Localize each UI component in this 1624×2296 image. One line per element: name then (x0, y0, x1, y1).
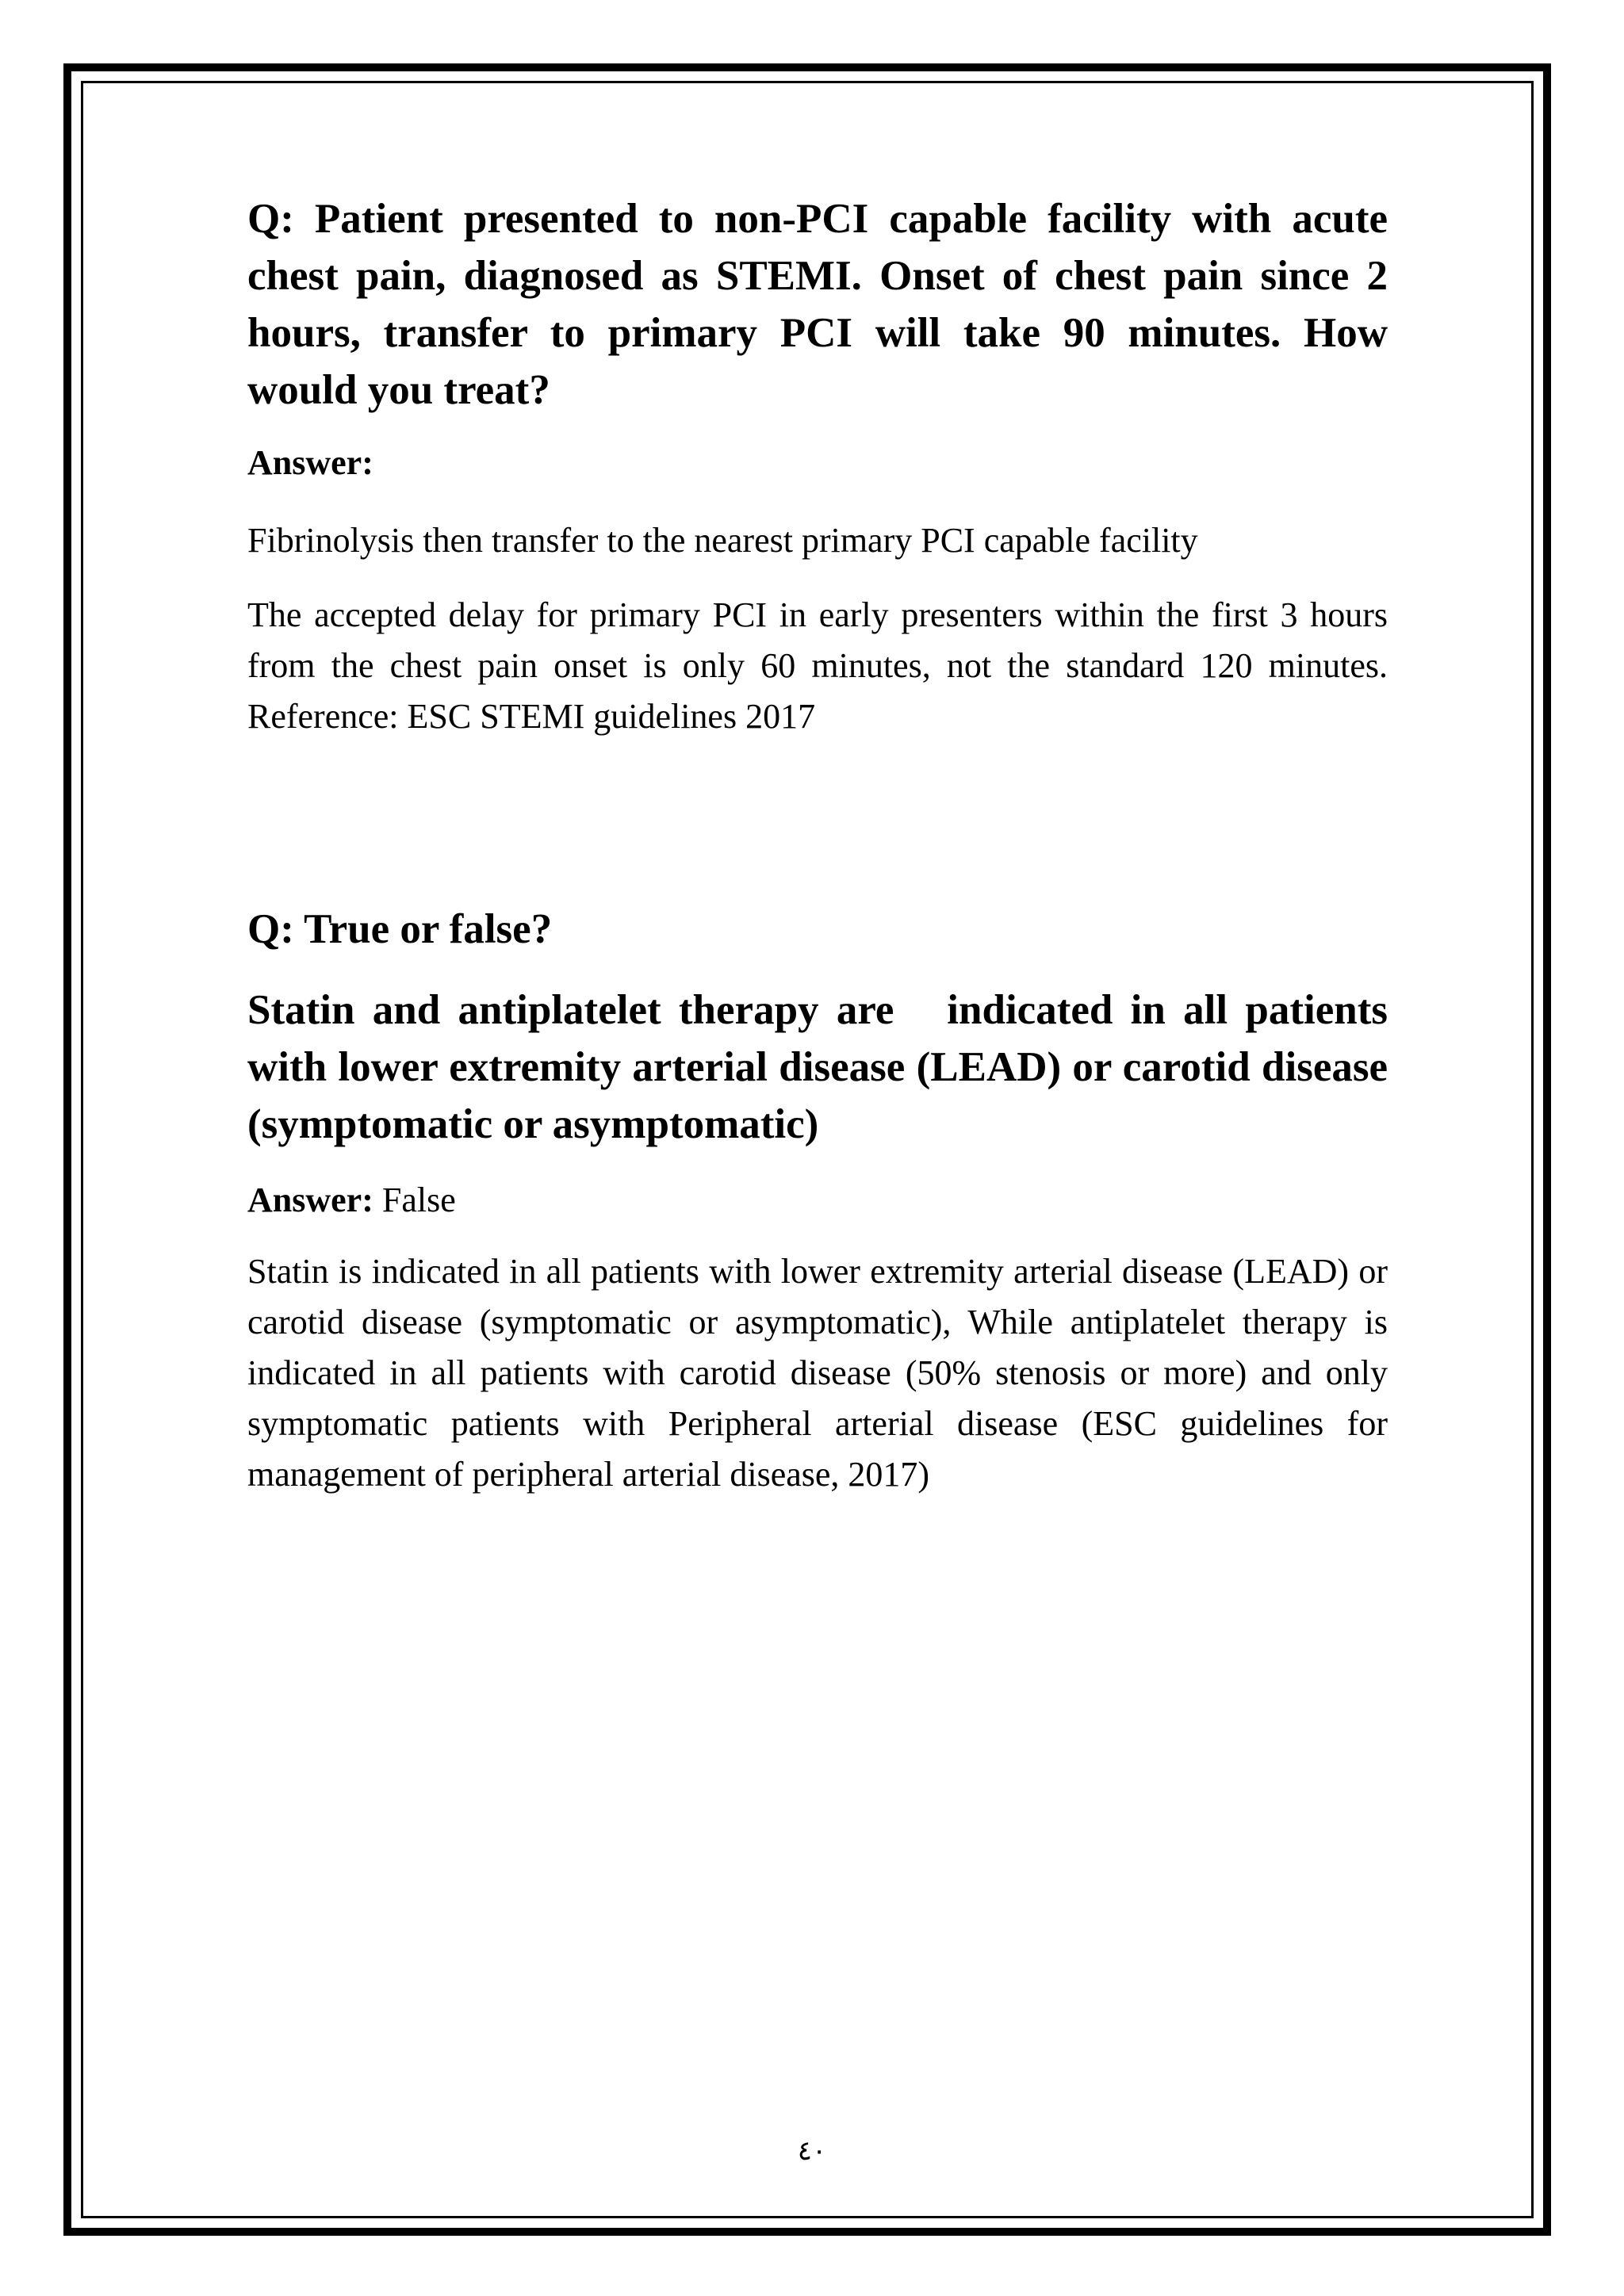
question-1-answer-label: Answer: (247, 443, 373, 482)
question-2-answer-label: Answer: (247, 1181, 373, 1219)
question-2-answer (247, 1178, 1388, 1223)
page-number: ٤٠ (797, 2137, 827, 2166)
question-2 (247, 901, 1399, 1500)
question-1-answer-text: Fibrinolysis then transfer to the nearest primary PCI capable facility (247, 521, 1198, 560)
question-1-heading: Q: Patient presented to non-PCI capable facility with acute chest pain, diagnosed as STEMI. Onset of chest pain since 2 hours, transfer to primary PCI will take 90 minutes. How would you treat? (247, 196, 1388, 413)
page-content (247, 190, 1399, 1500)
question-2-answer-value: False (381, 1181, 456, 1219)
question-2-statement: Statin and antiplatelet therapy are indicated in all patients with lower extremity arterial disease (LEAD) or carotid disease (symptomatic or asymptomatic) (247, 987, 1399, 1147)
question-1 (247, 190, 1388, 742)
question-2-heading: Q: True or false? (247, 906, 553, 952)
question-2-explanation: Statin is indicated in all patients with lower extremity arterial disease (LEAD) or carotid disease (symptomatic or asymptomatic), While antiplatelet therapy is indicated in all patients with carotid disease (50% stenosis or more) and only symptomatic patients with Peripheral arterial disease (ESC guidelines for management of peripheral arterial disease, 2017) (247, 1252, 1388, 1494)
question-1-explanation: The accepted delay for primary PCI in early presenters within the first 3 hours from the chest pain onset is only 60 minutes, not the standard 120 minutes. Reference: ESC STEMI guidelines 2017 (247, 595, 1388, 736)
